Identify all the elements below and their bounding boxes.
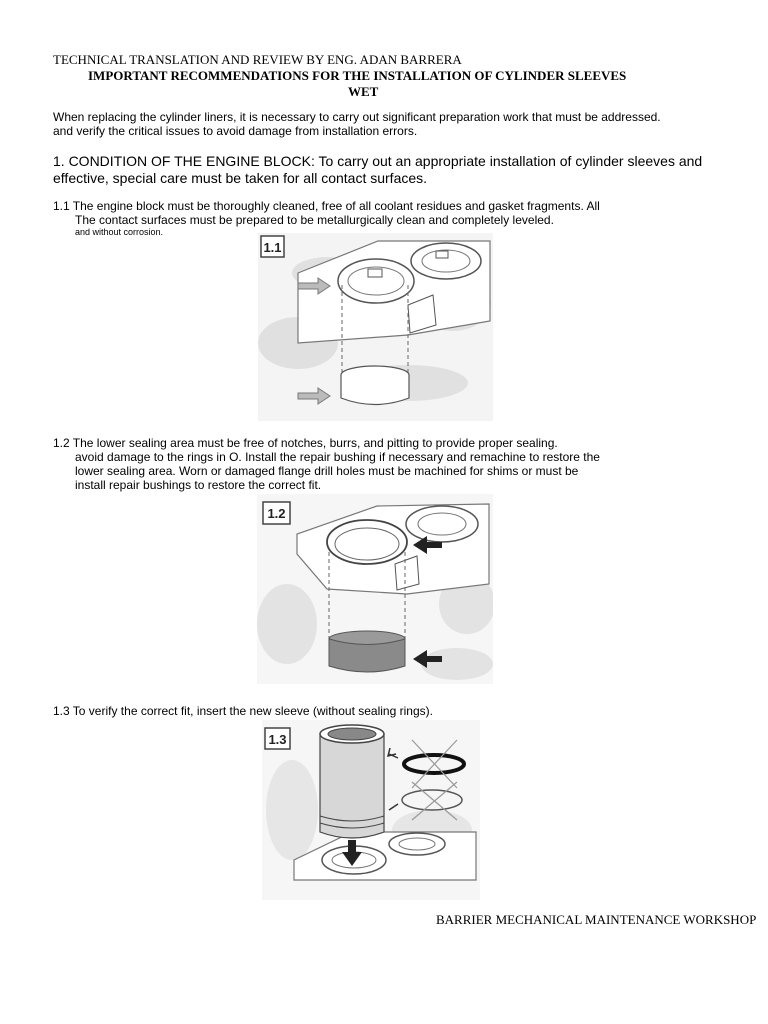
figure-1-2 (257, 494, 493, 684)
item-1-1-line3: and without corrosion. (75, 227, 164, 237)
footer-workshop: BARRIER MECHANICAL MAINTENANCE WORKSHOP (436, 912, 757, 927)
page-title-line2: WET (348, 84, 379, 99)
section1-line1: 1. CONDITION OF THE ENGINE BLOCK: To carry out an appropriate installation of cylinder sleeves and (53, 153, 703, 169)
item-1-2-line1: 1.2 The lower sealing area must be free of notches, burrs, and pitting to provide proper sealing. (53, 436, 558, 450)
item-1-3-line1: 1.3 To verify the correct fit, insert the new sleeve (without sealing rings). (53, 704, 433, 718)
figure-1-3 (262, 720, 480, 900)
figure-1-3-label: 1.3 (268, 732, 287, 747)
item-1-1-line2: The contact surfaces must be prepared to be metallurgically clean and completely leveled. (75, 213, 554, 227)
intro-line1: When replacing the cylinder liners, it is necessary to carry out significant preparation work that must be addressed. (53, 110, 661, 124)
page-title-line1: IMPORTANT RECOMMENDATIONS FOR THE INSTALLATION OF CYLINDER SLEEVES (88, 68, 627, 83)
figure-1-1-label: 1.1 (263, 240, 282, 255)
byline: TECHNICAL TRANSLATION AND REVIEW BY ENG. ADAN BARRERA (53, 52, 462, 67)
figure-1-1 (258, 233, 493, 421)
item-1-2-line3: lower sealing area. Worn or damaged flange drill holes must be machined for shims or must be (75, 464, 579, 478)
figure-1-2-label: 1.2 (267, 506, 286, 521)
section1-line2: effective, special care must be taken for all contact surfaces. (53, 170, 428, 186)
intro-line2: and verify the critical issues to avoid damage from installation errors. (53, 124, 418, 138)
item-1-1-line1: 1.1 The engine block must be thoroughly cleaned, free of all coolant residues and gasket fragments. All (53, 199, 600, 213)
item-1-2-line4: install repair bushings to restore the correct fit. (75, 478, 322, 492)
item-1-2-line2: avoid damage to the rings in O. Install the repair bushing if necessary and remachine to restore the (75, 450, 600, 464)
